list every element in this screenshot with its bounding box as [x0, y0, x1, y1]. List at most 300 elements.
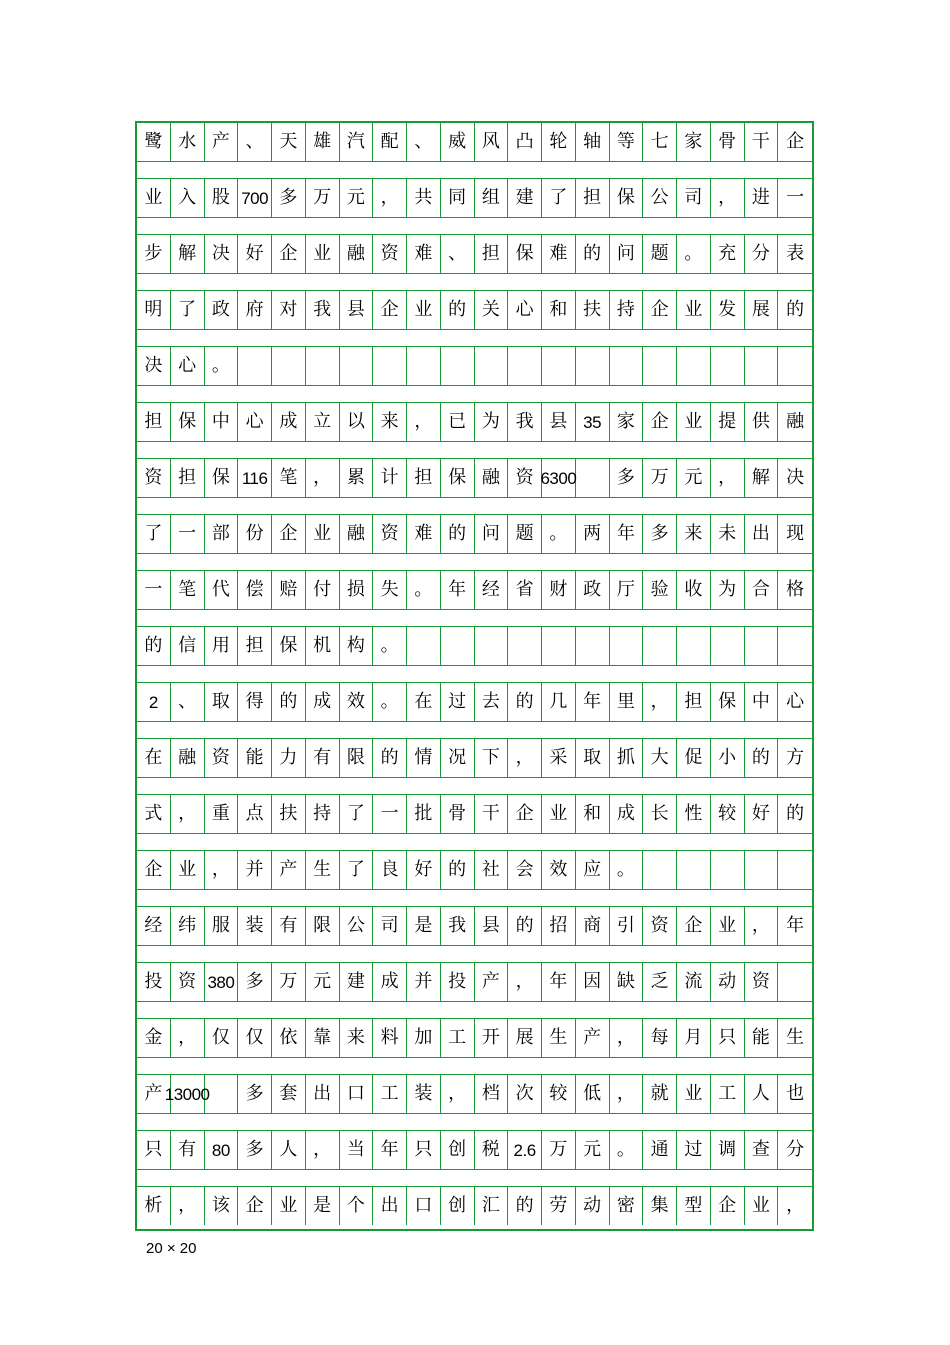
- grid-cell: 步: [137, 235, 171, 273]
- grid-cell: 分: [786, 1139, 805, 1160]
- grid-cell: 里: [610, 683, 644, 721]
- grid-cell: 、: [407, 123, 441, 161]
- grid-cell: 展: [745, 291, 779, 329]
- grid-cell: 装: [407, 1075, 441, 1113]
- grid-cell: 建: [508, 179, 542, 217]
- grid-cell: 年: [542, 963, 576, 1001]
- grid-row: [137, 851, 812, 889]
- grid-cell: 是: [306, 1187, 340, 1225]
- grid-cell: 汇: [475, 1187, 509, 1225]
- grid-cell: 依: [272, 1019, 306, 1057]
- grid-cell: 的: [576, 235, 610, 273]
- grid-cell: 企: [272, 515, 306, 553]
- grid-cell: ，: [306, 459, 340, 497]
- grid-cell: [711, 347, 745, 385]
- grid-cell: 赔: [272, 571, 306, 609]
- grid-cell: 进: [745, 179, 779, 217]
- grid-cell: 企: [508, 795, 542, 833]
- grid-cell: 题: [643, 235, 677, 273]
- grid-cell: 出: [373, 1187, 407, 1225]
- grid-cell: 难: [407, 515, 441, 553]
- grid-size-label: 20 × 20: [146, 1240, 197, 1257]
- grid-cell: 方: [786, 747, 805, 768]
- grid-cell: 用: [205, 627, 239, 665]
- grid-cell: 性: [677, 795, 711, 833]
- grid-cell: 人: [745, 1075, 779, 1113]
- grid-cell: 持: [306, 795, 340, 833]
- grid-cell: 、: [171, 683, 205, 721]
- grid-cell: 能: [745, 1019, 779, 1057]
- grid-row: [137, 571, 812, 609]
- grid-cell: 决: [137, 347, 171, 385]
- grid-cell: 应: [576, 851, 610, 889]
- grid-cell: 万: [542, 1131, 576, 1169]
- grid-cell: 2.6: [508, 1131, 542, 1169]
- grid-cell: 就: [643, 1075, 677, 1113]
- grid-cell: 有: [171, 1131, 205, 1169]
- grid-cell: 好: [407, 851, 441, 889]
- grid-cell: [677, 347, 711, 385]
- grid-cell: 个: [340, 1187, 374, 1225]
- grid-cell: 机: [306, 627, 340, 665]
- grid-cell: 配: [373, 123, 407, 161]
- grid-cell: 企: [711, 1187, 745, 1225]
- grid-cell: 税: [475, 1131, 509, 1169]
- grid-cell: 次: [508, 1075, 542, 1113]
- grid-cell: ，: [171, 1187, 205, 1225]
- grid-cell: 密: [610, 1187, 644, 1225]
- grid-cell: 工: [373, 1075, 407, 1113]
- grid-cell: 经: [475, 571, 509, 609]
- grid-cell: 担: [171, 459, 205, 497]
- grid-cell: 动: [576, 1187, 610, 1225]
- grid-cell: 好: [745, 795, 779, 833]
- grid-cell: 成: [306, 683, 340, 721]
- grid-cell: 了: [340, 795, 374, 833]
- grid-cell: 出: [306, 1075, 340, 1113]
- grid-cell: 生: [786, 1027, 805, 1048]
- grid-cell: 司: [677, 179, 711, 217]
- grid-cell: 组: [475, 179, 509, 217]
- grid-cell: 的: [441, 291, 475, 329]
- grid-cell: 业: [745, 1187, 779, 1225]
- grid-cell: 靠: [306, 1019, 340, 1057]
- row-separator: [137, 1057, 812, 1075]
- grid-cell: 良: [373, 851, 407, 889]
- grid-cell: 取: [576, 739, 610, 777]
- grid-cell: 业: [542, 795, 576, 833]
- grid-cell: 2: [137, 683, 171, 721]
- grid-cell: 股: [205, 179, 239, 217]
- grid-cell: 轴: [576, 123, 610, 161]
- grid-cell: 工: [711, 1075, 745, 1113]
- grid-cell: 116: [238, 459, 272, 497]
- grid-cell: 有: [306, 739, 340, 777]
- grid-cell: 凸: [508, 123, 542, 161]
- grid-cell: 难: [542, 235, 576, 273]
- grid-cell: 产: [576, 1019, 610, 1057]
- grid-cell: 构: [340, 627, 374, 665]
- grid-cell: 现: [786, 523, 805, 544]
- grid-cell: 企: [643, 291, 677, 329]
- grid-cell: 取: [205, 683, 239, 721]
- grid-cell: 解: [171, 235, 205, 273]
- grid-cell: 资: [745, 963, 779, 1001]
- grid-cell: 采: [542, 739, 576, 777]
- grid-cell: 了: [542, 179, 576, 217]
- grid-cell: 只: [137, 1131, 171, 1169]
- grid-cell: 年: [576, 683, 610, 721]
- grid-cell: 加: [407, 1019, 441, 1057]
- grid-cell: 笔: [272, 459, 306, 497]
- grid-cell: 仅: [238, 1019, 272, 1057]
- grid-cell: 流: [677, 963, 711, 1001]
- grid-row: [137, 627, 812, 665]
- grid-cell: 700: [238, 179, 272, 217]
- grid-cell: 我: [306, 291, 340, 329]
- grid-cell: 心: [786, 691, 805, 712]
- grid-cell: 的: [508, 683, 542, 721]
- grid-cell: 批: [407, 795, 441, 833]
- grid-cell: 扶: [576, 291, 610, 329]
- grid-cell: 年: [786, 915, 805, 936]
- grid-row: [137, 123, 812, 161]
- grid-cell: 引: [610, 907, 644, 945]
- grid-cell: 工: [441, 1019, 475, 1057]
- grid-cell: 万: [306, 179, 340, 217]
- grid-cell: 出: [745, 515, 779, 553]
- grid-cell: 会: [508, 851, 542, 889]
- grid-cell: 创: [441, 1131, 475, 1169]
- grid-cell: 验: [643, 571, 677, 609]
- grid-cell: 13000: [171, 1075, 205, 1113]
- grid-cell: [745, 851, 779, 889]
- grid-cell: [711, 627, 745, 665]
- grid-cell: 保: [272, 627, 306, 665]
- grid-cell: 入: [171, 179, 205, 217]
- grid-cell: 融: [340, 235, 374, 273]
- grid-cell: [542, 347, 576, 385]
- grid-cell: 业: [137, 179, 171, 217]
- grid-cell: 资: [137, 459, 171, 497]
- grid-cell: 骨: [711, 123, 745, 161]
- grid-cell: 雄: [306, 123, 340, 161]
- grid-cell: 来: [677, 515, 711, 553]
- grid-cell: 料: [373, 1019, 407, 1057]
- grid-cell: [441, 627, 475, 665]
- grid-cell: [778, 627, 812, 665]
- grid-cell: 保: [508, 235, 542, 273]
- grid-cell: 关: [475, 291, 509, 329]
- grid-cell: 水: [171, 123, 205, 161]
- grid-cell: 决: [786, 467, 805, 488]
- grid-cell: 业: [306, 515, 340, 553]
- grid-row: [137, 739, 812, 777]
- grid-cell: 抓: [610, 739, 644, 777]
- grid-cell: 只: [407, 1131, 441, 1169]
- grid-cell: 经: [137, 907, 171, 945]
- grid-cell: 企: [677, 907, 711, 945]
- grid-row: [137, 459, 812, 497]
- grid-cell: 通: [643, 1131, 677, 1169]
- grid-cell: 格: [786, 579, 805, 600]
- row-separator: [137, 1113, 812, 1131]
- grid-cell: 成: [373, 963, 407, 1001]
- grid-cell: [576, 627, 610, 665]
- grid-cell: 人: [272, 1131, 306, 1169]
- grid-cell: ，: [508, 963, 542, 1001]
- grid-cell: [272, 347, 306, 385]
- grid-cell: 计: [373, 459, 407, 497]
- grid-cell: 的: [272, 683, 306, 721]
- grid-cell: 好: [238, 235, 272, 273]
- grid-cell: 企: [272, 235, 306, 273]
- grid-row: [137, 683, 812, 721]
- grid-cell: 来: [340, 1019, 374, 1057]
- grid-cell: 年: [373, 1131, 407, 1169]
- grid-cell: 较: [542, 1075, 576, 1113]
- grid-cell: 发: [711, 291, 745, 329]
- grid-cell: ，: [205, 851, 239, 889]
- grid-cell: 资: [508, 459, 542, 497]
- grid-cell: 。: [407, 571, 441, 609]
- grid-cell: 仅: [205, 1019, 239, 1057]
- row-separator: [137, 217, 812, 235]
- grid-cell: 集: [643, 1187, 677, 1225]
- grid-cell: 共: [407, 179, 441, 217]
- grid-cell: 多: [238, 963, 272, 1001]
- grid-cell: 融: [340, 515, 374, 553]
- grid-cell: 多: [238, 1131, 272, 1169]
- grid-cell: 长: [643, 795, 677, 833]
- grid-cell: 每: [643, 1019, 677, 1057]
- grid-cell: ，: [171, 1019, 205, 1057]
- grid-cell: 了: [137, 515, 171, 553]
- grid-cell: 业: [171, 851, 205, 889]
- grid-cell: 家: [677, 123, 711, 161]
- grid-cell: 汽: [340, 123, 374, 161]
- grid-cell: 了: [171, 291, 205, 329]
- grid-cell: 担: [677, 683, 711, 721]
- grid-cell: 轮: [542, 123, 576, 161]
- grid-cell: [745, 347, 779, 385]
- grid-cell: 80: [205, 1131, 239, 1169]
- grid-cell: 动: [711, 963, 745, 1001]
- grid-cell: 同: [441, 179, 475, 217]
- grid-cell: [576, 347, 610, 385]
- grid-cell: 因: [576, 963, 610, 1001]
- grid-cell: 保: [441, 459, 475, 497]
- grid-cell: 口: [340, 1075, 374, 1113]
- grid-cell: 乏: [643, 963, 677, 1001]
- grid-cell: 较: [711, 795, 745, 833]
- grid-cell: ，: [306, 1131, 340, 1169]
- grid-cell: 我: [508, 403, 542, 441]
- grid-row: [137, 1019, 812, 1057]
- grid-cell: 月: [677, 1019, 711, 1057]
- grid-cell: 资: [205, 739, 239, 777]
- grid-cell: 省: [508, 571, 542, 609]
- grid-cell: 套: [272, 1075, 306, 1113]
- grid-cell: 解: [745, 459, 779, 497]
- row-separator: [137, 1169, 812, 1187]
- grid-cell: 了: [340, 851, 374, 889]
- grid-cell: 劳: [542, 1187, 576, 1225]
- grid-cell: 有: [272, 907, 306, 945]
- grid-cell: 口: [407, 1187, 441, 1225]
- grid-cell: 当: [340, 1131, 374, 1169]
- grid-cell: 也: [786, 1083, 805, 1104]
- grid-cell: ，: [786, 1195, 805, 1216]
- grid-cell: 保: [711, 683, 745, 721]
- grid-cell: 资: [373, 515, 407, 553]
- grid-cell: [238, 347, 272, 385]
- grid-row: [137, 403, 812, 441]
- grid-cell: 效: [542, 851, 576, 889]
- grid-cell: 企: [786, 131, 805, 152]
- grid-cell: 融: [786, 411, 805, 432]
- grid-cell: 业: [306, 235, 340, 273]
- grid-cell: 心: [238, 403, 272, 441]
- grid-row: [137, 1131, 812, 1169]
- grid-cell: 低: [576, 1075, 610, 1113]
- grid-cell: 多: [238, 1075, 272, 1113]
- grid-cell: 扶: [272, 795, 306, 833]
- grid-cell: 生: [542, 1019, 576, 1057]
- grid-cell: 表: [786, 243, 805, 264]
- grid-cell: 档: [475, 1075, 509, 1113]
- grid-cell: 限: [306, 907, 340, 945]
- grid-cell: 。: [610, 851, 644, 889]
- grid-cell: 政: [576, 571, 610, 609]
- grid-cell: 两: [576, 515, 610, 553]
- grid-cell: 担: [576, 179, 610, 217]
- grid-row: [137, 1187, 812, 1225]
- grid-cell: 产: [137, 1075, 171, 1113]
- grid-row: [137, 907, 812, 945]
- grid-cell: 、: [238, 123, 272, 161]
- grid-cell: [778, 851, 812, 889]
- grid-cell: 天: [272, 123, 306, 161]
- grid-cell: 付: [306, 571, 340, 609]
- grid-cell: 为: [475, 403, 509, 441]
- grid-cell: 力: [272, 739, 306, 777]
- row-separator: [137, 161, 812, 179]
- grid-cell: [441, 347, 475, 385]
- grid-cell: 重: [205, 795, 239, 833]
- grid-cell: [205, 1075, 239, 1113]
- grid-cell: [407, 347, 441, 385]
- grid-cell: 未: [711, 515, 745, 553]
- grid-cell: 一: [373, 795, 407, 833]
- grid-cell: 分: [745, 235, 779, 273]
- grid-cell: 。: [610, 1131, 644, 1169]
- grid-cell: 企: [238, 1187, 272, 1225]
- grid-cell: 万: [272, 963, 306, 1001]
- grid-cell: 保: [171, 403, 205, 441]
- grid-cell: 部: [205, 515, 239, 553]
- grid-cell: 企: [373, 291, 407, 329]
- grid-cell: 骨: [441, 795, 475, 833]
- grid-row: [137, 1075, 812, 1113]
- grid-cell: [508, 347, 542, 385]
- grid-cell: 成: [610, 795, 644, 833]
- grid-cell: 决: [205, 235, 239, 273]
- grid-cell: 元: [677, 459, 711, 497]
- grid-cell: 业: [272, 1187, 306, 1225]
- grid-cell: [643, 627, 677, 665]
- grid-cell: 多: [643, 515, 677, 553]
- grid-cell: 380: [205, 963, 239, 1001]
- grid-cell: [542, 627, 576, 665]
- grid-cell: 限: [340, 739, 374, 777]
- grid-cell: [340, 347, 374, 385]
- grid-cell: 开: [475, 1019, 509, 1057]
- grid-cell: ，: [373, 179, 407, 217]
- grid-cell: 偿: [238, 571, 272, 609]
- grid-cell: 元: [340, 179, 374, 217]
- grid-cell: 产: [272, 851, 306, 889]
- grid-cell: 年: [441, 571, 475, 609]
- grid-cell: 融: [171, 739, 205, 777]
- grid-cell: 一: [137, 571, 171, 609]
- grid-cell: 况: [441, 739, 475, 777]
- grid-cell: 厅: [610, 571, 644, 609]
- grid-cell: 过: [441, 683, 475, 721]
- grid-cell: [610, 627, 644, 665]
- grid-cell: 题: [508, 515, 542, 553]
- grid-cell: 对: [272, 291, 306, 329]
- grid-cell: 心: [508, 291, 542, 329]
- grid-cell: 式: [137, 795, 171, 833]
- row-separator: [137, 497, 812, 515]
- grid-cell: 资: [171, 963, 205, 1001]
- grid-cell: 年: [610, 515, 644, 553]
- grid-cell: 一: [171, 515, 205, 553]
- grid-cell: 招: [542, 907, 576, 945]
- grid-cell: 几: [542, 683, 576, 721]
- grid-cell: 业: [407, 291, 441, 329]
- row-separator: [137, 1001, 812, 1019]
- grid-cell: 成: [272, 403, 306, 441]
- grid-cell: ，: [643, 683, 677, 721]
- grid-cell: 信: [171, 627, 205, 665]
- grid-cell: 融: [475, 459, 509, 497]
- grid-cell: 析: [137, 1187, 171, 1225]
- grid-cell: 代: [205, 571, 239, 609]
- grid-cell: [576, 459, 610, 497]
- grid-cell: 过: [677, 1131, 711, 1169]
- grid-row: [137, 963, 812, 1001]
- grid-cell: 七: [643, 123, 677, 161]
- grid-cell: 6300: [542, 459, 576, 497]
- grid-cell: 创: [441, 1187, 475, 1225]
- grid-cell: 业: [677, 1075, 711, 1113]
- grid-cell: 服: [205, 907, 239, 945]
- grid-cell: 为: [711, 571, 745, 609]
- grid-cell: 下: [475, 739, 509, 777]
- grid-cell: 干: [475, 795, 509, 833]
- grid-cell: 的: [786, 299, 805, 320]
- grid-cell: [778, 347, 812, 385]
- grid-cell: [643, 347, 677, 385]
- grid-row: [137, 515, 812, 553]
- grid-cell: 以: [340, 403, 374, 441]
- grid-row: [137, 347, 812, 385]
- grid-cell: [745, 627, 779, 665]
- grid-cell: 社: [475, 851, 509, 889]
- grid-cell: 万: [643, 459, 677, 497]
